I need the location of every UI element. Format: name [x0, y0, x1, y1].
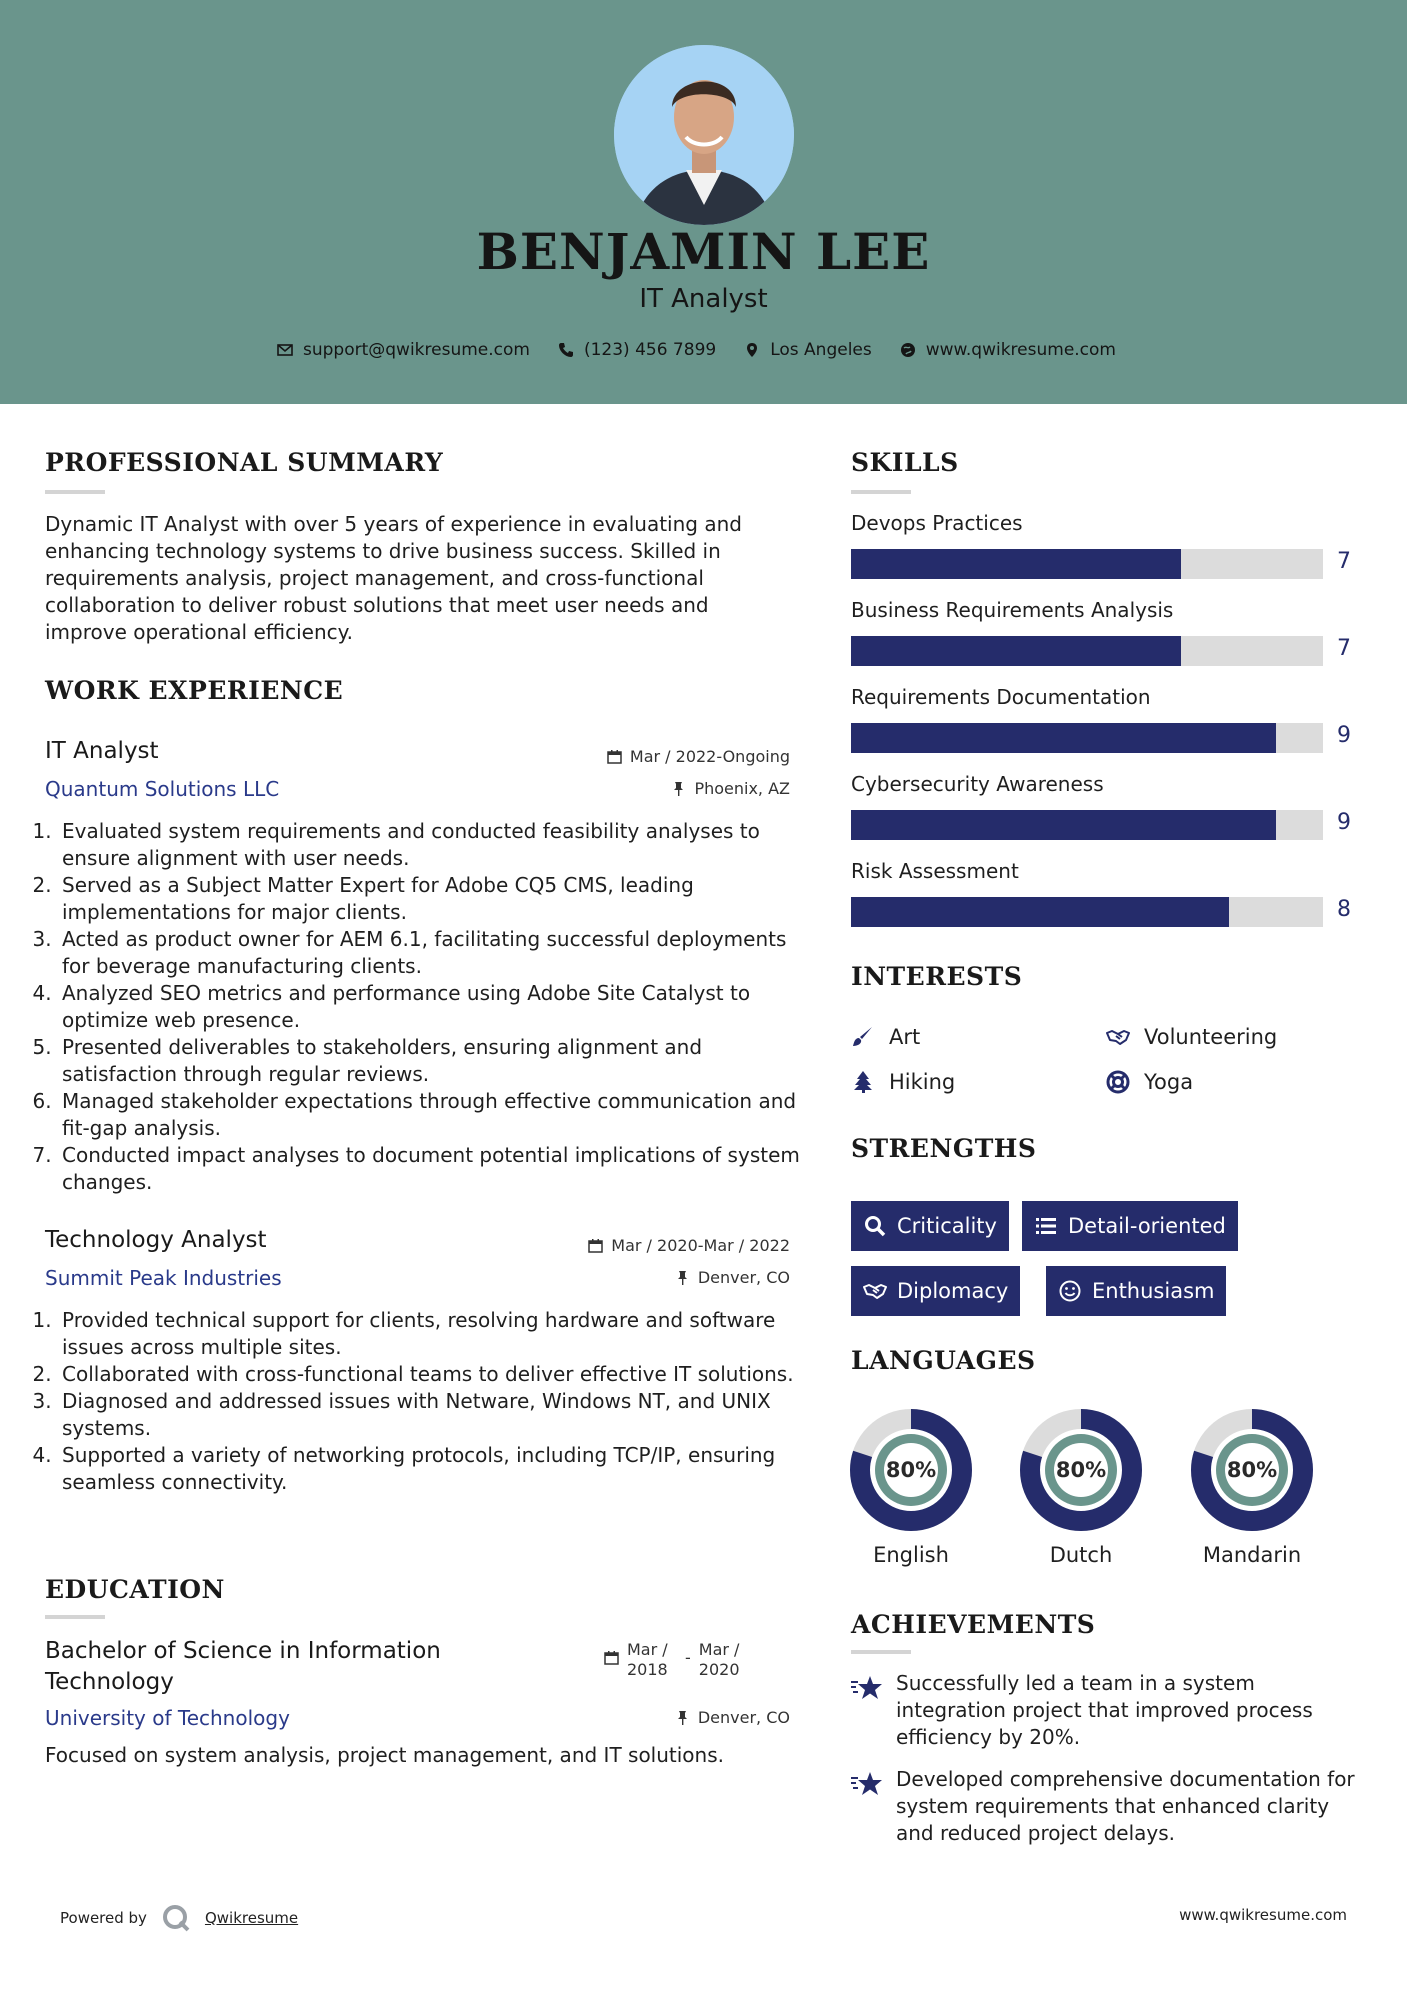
job-dates-text: Mar / 2022-Ongoing [629, 747, 790, 766]
map-pin-icon [744, 342, 760, 358]
interest-label: Yoga [1144, 1070, 1194, 1094]
job-bullets [40, 1307, 800, 1496]
lifering-icon [1106, 1070, 1130, 1094]
skill-label: Cybersecurity Awareness [851, 772, 1104, 796]
date-separator: - [685, 1648, 691, 1667]
list-item: 4. Supported a variety of networking protocols, including TCP/IP, ensuring seamless connectivity. [58, 1442, 800, 1496]
skill-bar-fill [851, 549, 1181, 579]
list-item: 1. Evaluated system requirements and conducted feasibility analyses to ensure alignment with user needs. [58, 818, 800, 872]
strength-chip [1046, 1266, 1226, 1316]
search-icon [863, 1214, 887, 1238]
skill-value: 8 [1337, 897, 1351, 922]
language-name: Mandarin [1202, 1543, 1302, 1567]
calendar-icon [588, 1238, 603, 1253]
interests-heading: INTERESTS [851, 962, 1023, 991]
skill-bar-track [851, 897, 1323, 927]
skill-label: Requirements Documentation [851, 685, 1151, 709]
candidate-name: BENJAMIN LEE [476, 222, 931, 281]
phone-text: (123) 456 7899 [583, 340, 717, 360]
summary-heading: PROFESSIONAL SUMMARY [45, 448, 444, 477]
language-name: English [873, 1543, 949, 1567]
footer-powered-by [60, 1903, 298, 1933]
star-icon [850, 1673, 884, 1703]
school-name: University of Technology [45, 1706, 290, 1730]
education-description: Focused on system analysis, project management, and IT solutions. [45, 1743, 724, 1767]
education-heading: EDUCATION [45, 1575, 225, 1604]
language-item [1020, 1409, 1142, 1567]
language-donut [850, 1409, 972, 1531]
job-company: Summit Peak Industries [45, 1266, 282, 1290]
calendar-icon [607, 749, 622, 764]
job-dates [588, 1236, 790, 1255]
job-dates [607, 747, 790, 766]
skill-value: 7 [1337, 636, 1351, 661]
qwikresume-logo-icon [161, 1903, 191, 1933]
list-item: 3. Diagnosed and addressed issues with Netware, Windows NT, and UNIX systems. [58, 1388, 800, 1442]
skill-label: Devops Practices [851, 511, 1023, 535]
language-name: Dutch [1049, 1543, 1113, 1567]
strengths-heading: STRENGTHS [851, 1134, 1037, 1163]
skill-value: 7 [1337, 549, 1351, 574]
brand-link[interactable]: Qwikresume [204, 1909, 299, 1927]
interest-label: Volunteering [1144, 1025, 1278, 1049]
strength-label: Diplomacy [897, 1279, 1009, 1303]
education-start: Mar / 2018 [627, 1640, 668, 1679]
job-dates-text: Mar / 2020-Mar / 2022 [611, 1236, 790, 1255]
powered-by-text: Powered by [60, 1909, 147, 1927]
strength-chip [1022, 1201, 1238, 1251]
interest-label: Art [889, 1025, 921, 1049]
job-company: Quantum Solutions LLC [45, 777, 280, 801]
interest-hiking [851, 1070, 955, 1094]
pushpin-icon [671, 781, 686, 796]
summary-divider [45, 490, 105, 494]
skill-bar-track [851, 723, 1323, 753]
globe-icon [900, 342, 916, 358]
education-divider [45, 1615, 105, 1619]
strength-chip [851, 1201, 1009, 1251]
pushpin-icon [675, 1270, 690, 1285]
language-item [1191, 1409, 1313, 1567]
skill-label: Business Requirements Analysis [851, 598, 1174, 622]
job-location [671, 779, 790, 798]
achievement-item: Developed comprehensive documentation for system requirements that enhanced clarity and reduced project delays. [896, 1767, 1355, 1845]
list-item: 2. Served as a Subject Matter Expert for Adobe CQ5 CMS, leading implementations for major clients. [58, 872, 800, 926]
job-title: Technology Analyst [45, 1227, 267, 1253]
contact-phone[interactable] [558, 340, 716, 360]
envelope-icon [277, 342, 293, 358]
location-text: Los Angeles [770, 340, 872, 360]
list-item: 2. Collaborated with cross-functional teams to deliver effective IT solutions. [58, 1361, 800, 1388]
job-title: IT Analyst [45, 738, 159, 764]
interest-label: Hiking [889, 1070, 956, 1094]
strength-chip [851, 1266, 1020, 1316]
achievement-item: Successfully led a team in a system integration project that improved process efficiency by 20%. [896, 1671, 1313, 1749]
list-icon [1034, 1214, 1058, 1238]
job-location-text: Denver, CO [697, 1268, 790, 1287]
skills-heading: SKILLS [851, 448, 959, 477]
skill-bar-fill [851, 810, 1276, 840]
skill-bar-track [851, 636, 1323, 666]
person-avatar-icon [614, 45, 794, 225]
education-dates [604, 1640, 749, 1680]
profile-photo [614, 45, 794, 225]
pushpin-icon [675, 1710, 690, 1725]
email-text: support@qwikresume.com [303, 340, 530, 360]
summary-text: Dynamic IT Analyst with over 5 years of experience in evaluating and enhancing technology systems to drive business success. Skilled in requirements analysis, project management, and cross-functional collaboration to deliver robust solutions that meet user needs and improve operational efficiency. [45, 512, 742, 644]
skill-bar-fill [851, 897, 1229, 927]
footer-website[interactable]: www.qwikresume.com [1179, 1906, 1347, 1924]
skill-bar-fill [851, 636, 1181, 666]
language-item [850, 1409, 972, 1567]
experience-heading: WORK EXPERIENCE [45, 676, 344, 705]
job-location-text: Phoenix, AZ [694, 779, 790, 798]
education-location-text: Denver, CO [697, 1708, 790, 1727]
contact-location [744, 340, 872, 360]
degree-title: Bachelor of Science in Information Technology [45, 1638, 441, 1695]
handshake-icon [1106, 1025, 1130, 1049]
tree-icon [851, 1070, 875, 1094]
list-item: 3. Acted as product owner for AEM 6.1, facilitating successful deployments for beverage manufacturing clients. [58, 926, 800, 980]
handshake-icon [863, 1279, 887, 1303]
skills-divider [851, 490, 911, 494]
list-item: 6. Managed stakeholder expectations through effective communication and fit-gap analysis. [58, 1088, 800, 1142]
skill-value: 9 [1337, 723, 1351, 748]
education-location [675, 1708, 790, 1727]
interest-yoga [1106, 1070, 1193, 1094]
calendar-icon [604, 1650, 619, 1665]
list-item: 1. Provided technical support for clients, resolving hardware and software issues across multiple sites. [58, 1307, 800, 1361]
contact-website[interactable] [900, 340, 1116, 360]
language-donut [1020, 1409, 1142, 1531]
smile-icon [1058, 1279, 1082, 1303]
star-icon [850, 1769, 884, 1799]
phone-icon [558, 342, 574, 358]
skill-value: 9 [1337, 810, 1351, 835]
interest-volunteering [1106, 1025, 1277, 1049]
resume-header [0, 0, 1407, 404]
website-text: www.qwikresume.com [925, 340, 1116, 360]
skill-bar-track [851, 549, 1323, 579]
languages-heading: LANGUAGES [851, 1346, 1036, 1375]
skill-label: Risk Assessment [851, 859, 1019, 883]
list-item: 7. Conducted impact analyses to document potential implications of system changes. [58, 1142, 800, 1196]
contact-email[interactable] [277, 340, 530, 360]
achievements-heading: ACHIEVEMENTS [851, 1610, 1096, 1639]
language-donut [1191, 1409, 1313, 1531]
strength-label: Criticality [897, 1214, 997, 1238]
language-percent: 80% [885, 1458, 937, 1482]
candidate-role: IT Analyst [639, 284, 768, 314]
language-percent: 80% [1226, 1458, 1278, 1482]
contact-bar [0, 338, 1407, 362]
list-item: 5. Presented deliverables to stakeholders, ensuring alignment and satisfaction through regular reviews. [58, 1034, 800, 1088]
achievements-divider [851, 1650, 911, 1654]
skill-bar-track [851, 810, 1323, 840]
paintbrush-icon [851, 1025, 875, 1049]
strength-label: Detail-oriented [1068, 1214, 1226, 1238]
education-end: Mar / 2020 [698, 1640, 740, 1679]
job-location [675, 1268, 790, 1287]
skill-bar-fill [851, 723, 1276, 753]
strength-label: Enthusiasm [1092, 1279, 1215, 1303]
language-percent: 80% [1055, 1458, 1107, 1482]
list-item: 4. Analyzed SEO metrics and performance using Adobe Site Catalyst to optimize web presence. [58, 980, 800, 1034]
job-bullets [40, 818, 800, 1196]
interest-art [851, 1025, 920, 1049]
